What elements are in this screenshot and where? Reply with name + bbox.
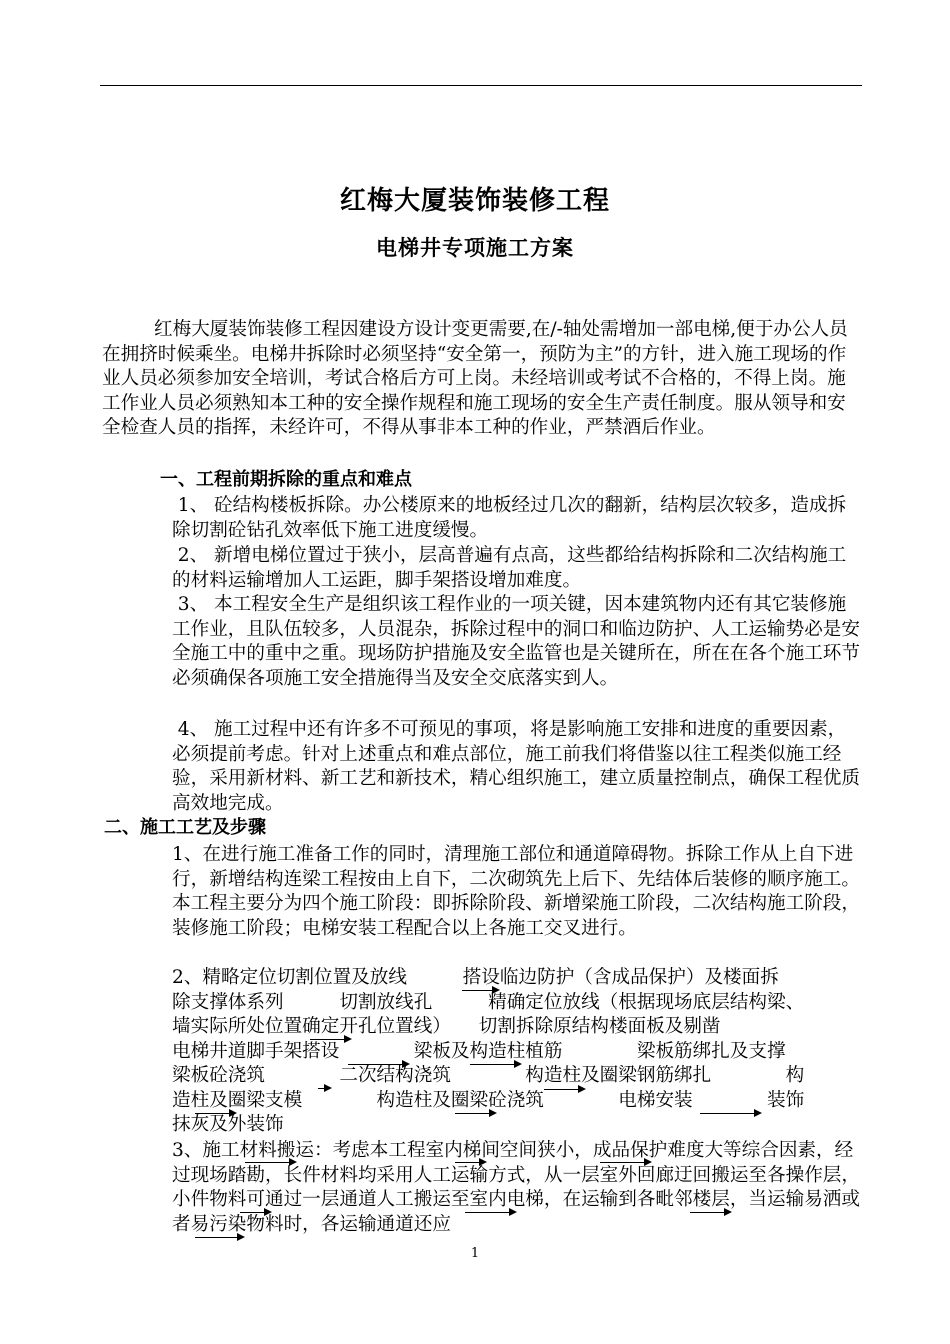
item-number: 2、	[177, 545, 209, 566]
flow-line: 造柱及圈梁支模 构造柱及圈梁砼浇筑 电梯安装 装饰	[172, 1089, 805, 1111]
page-number: 1	[470, 1246, 480, 1261]
list-item	[172, 593, 862, 691]
flow-line: 电梯井道脚手架搭设 梁板及构造柱植筋 梁板筋绑扎及支撑	[172, 1040, 786, 1062]
item-number: 3、	[177, 594, 209, 615]
flow-arrow	[310, 1039, 350, 1040]
item-text: 本工程安全生产是组织该工程作业的一项关键，因本建筑物内还有其它装修施工作业，且队伍较多，人员混杂，拆除过程中的洞口和临边防护、人工运输势必是安全施工中的重中之重。现场防护措施及安全监管也是关键所在，所在在各个施工环节必须确保各项施工安全措施得当及安全交底落实到人。	[172, 594, 860, 689]
flow-line: 抹灰及外装饰	[172, 1114, 284, 1135]
item-number: 1、	[177, 495, 209, 516]
flow-line: 2、精略定位切割位置及放线 搭设临边防护（含成品保护）及楼面拆	[172, 967, 779, 988]
header-rule	[100, 85, 862, 86]
item-number: 4、	[177, 719, 209, 740]
section-2-heading: 二、施工工艺及步骤	[104, 817, 266, 838]
item-text: 砼结构楼板拆除。办公楼原来的地板经过几次的翻新，结构层次较多，造成拆除切割砼钻孔效率低下施工进度缓慢。	[172, 495, 847, 541]
step-1-paragraph: 1、在进行施工准备工作的同时，清理施工部位和通道障碍物。拆除工作从上自下进行，新增结构连梁工程按由上自下，二次砌筑先上后下、先结体后装修的顺序施工。本工程主要分为四个施工阶段：即拆除阶段、新增梁施工阶段，二次结构施工阶段，装修施工阶段；电梯安装工程配合以上各施工交叉进行。	[172, 844, 860, 939]
section-1-heading: 一、工程前期拆除的重点和难点	[160, 469, 412, 490]
intro-paragraph: 红梅大厦装饰装修工程因建设方设计变更需要,在/-轴处需增加一部电梯,便于办公人员在拥挤时候乘坐。电梯井拆除时必须坚持“安全第一，预防为主”的方针，进入施工现场的作业人员必须参加安全培训，考试合格后方可上岗。未经培训或考试不合格的，不得上岗。施工作业人员必须熟知本工种的安全操作规程和施工现场的安全生产责任制度。服从领导和安全检查人员的指挥，未经许可，不得从事非本工种的作业，严禁酒后作业。	[102, 319, 848, 438]
flow-arrow	[348, 1064, 408, 1065]
step-3-paragraph: 3、施工材料搬运：考虑本工程室内梯间空间狭小，成品保护难度大等综合因素，经过现场踏勘，长件材料均采用人工运输方式，从一层室外回廊迂回搬运至各操作层，小件物料可通过一层通道人工搬运至室内电梯，在运输到各毗邻楼层，当运输易洒或者易污染物料时，各运输通道还应	[172, 1140, 860, 1235]
flow-arrow	[700, 1113, 760, 1114]
flow-arrow	[470, 1064, 520, 1065]
flow-line: 梁板砼浇筑 二次结构浇筑 构造柱及圈梁钢筋绑扎 构	[172, 1065, 805, 1086]
item-text: 施工过程中还有许多不可预见的事项，将是影响施工安排和进度的重要因素，必须提前考虑。针对上述重点和难点部位，施工前我们将借鉴以往工程类似施工经验，采用新材料、新工艺和新技术，精心组织施工，建立质量控制点，确保工程优质高效地完成。	[172, 719, 860, 814]
document-title: 红梅大厦装饰装修工程	[339, 186, 610, 216]
flow-arrow	[318, 1088, 330, 1089]
flow-arrow	[455, 1113, 495, 1114]
flow-arrow	[544, 1089, 584, 1090]
document-subtitle: 电梯井专项施工方案	[376, 236, 574, 260]
flow-line: 墙实际所处位置确定开孔位置线） 切割拆除原结构楼面板及剔凿	[172, 1016, 721, 1037]
item-text: 新增电梯位置过于狭小，层高普遍有点高，这些都给结构拆除和二次结构施工的材料运输增加人工运距，脚手架搭设增加难度。	[172, 545, 847, 591]
flow-arrow	[195, 1113, 235, 1114]
flow-arrow	[462, 990, 498, 991]
list-item	[172, 718, 862, 816]
flow-arrow	[195, 1237, 243, 1238]
list-item	[172, 494, 862, 543]
list-item	[172, 544, 862, 593]
flow-line: 除支撑体系列 切割放线孔 精确定位放线（根据现场底层结构梁、	[172, 991, 805, 1013]
